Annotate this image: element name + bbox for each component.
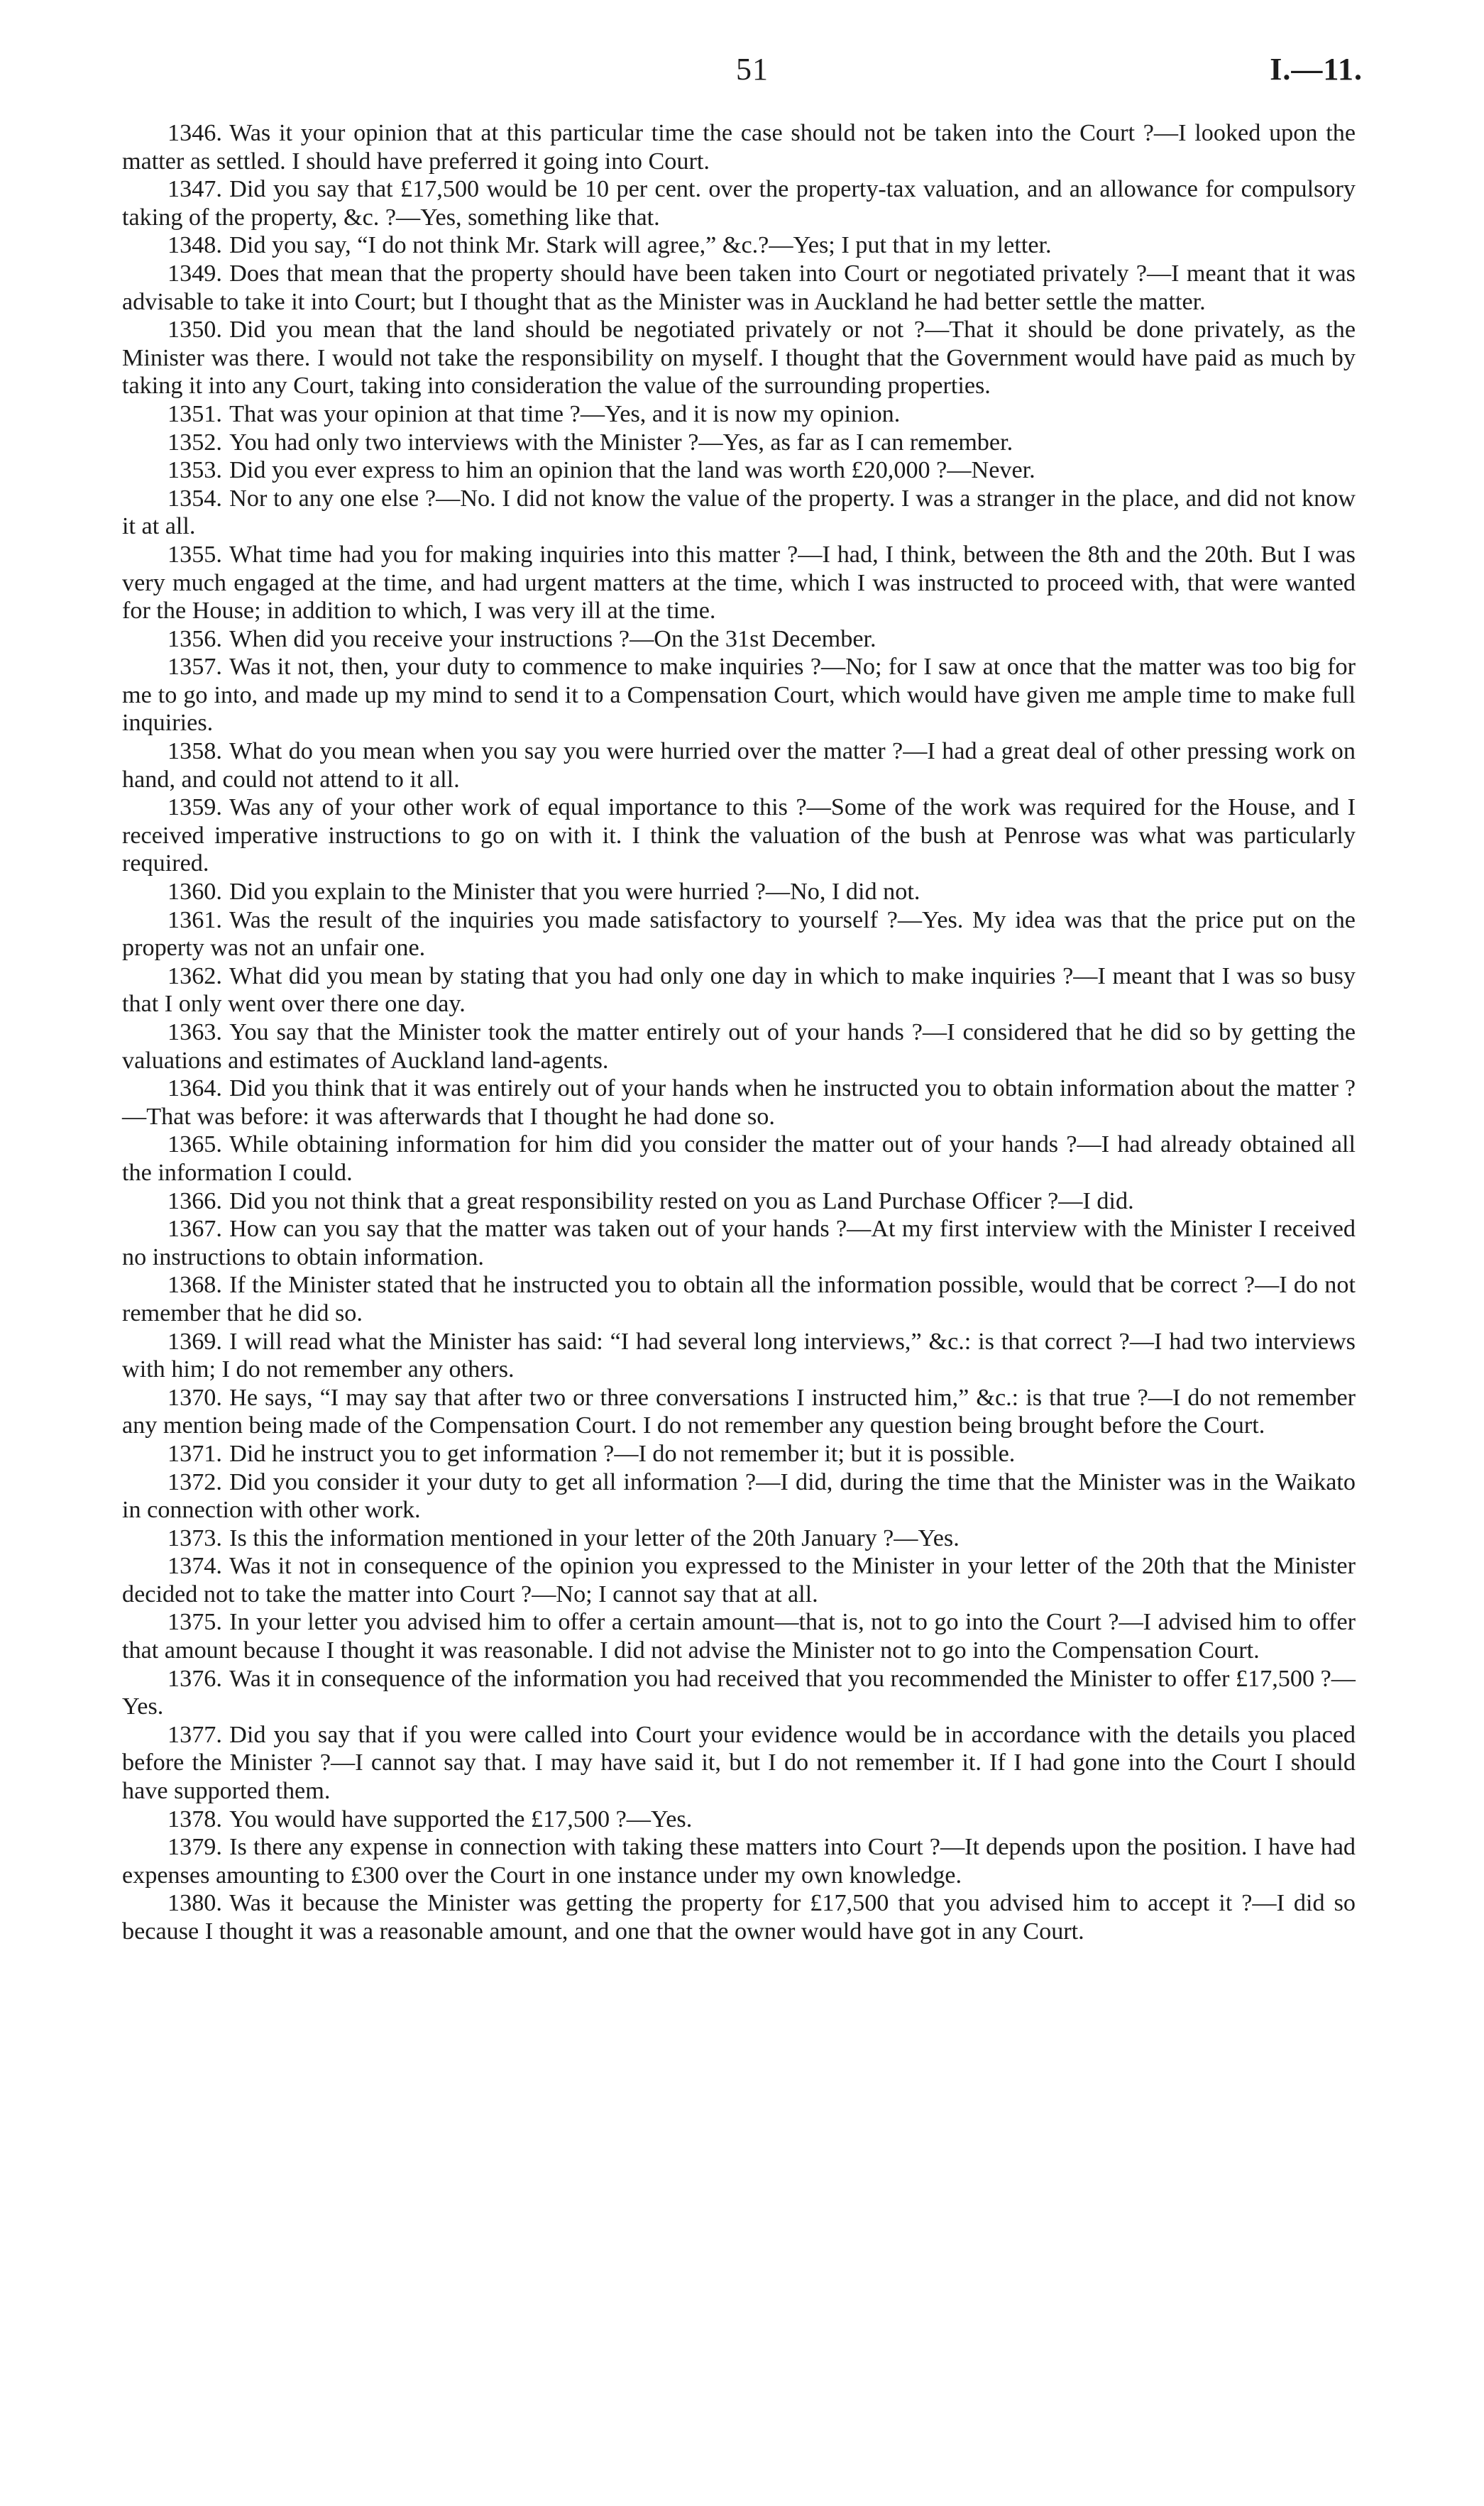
question-answer-paragraph: [122, 1552, 1356, 1608]
question-answer-text: What did you mean by stating that you had only one day in which to make inquiries ?—I meant that I was so busy that I only went over there one day.: [122, 962, 1356, 1018]
question-number: 1364.: [167, 1075, 222, 1102]
question-number: 1347.: [167, 176, 222, 203]
question-answer-paragraph: [122, 1075, 1356, 1131]
question-answer-paragraph: [122, 316, 1356, 400]
question-number: 1367.: [167, 1216, 222, 1243]
question-answer-paragraph: [122, 625, 1356, 654]
question-number: 1352.: [167, 429, 222, 456]
question-number: 1353.: [167, 457, 222, 484]
question-number: 1373.: [167, 1524, 222, 1551]
question-answer-text: You would have supported the £17,500 ?—Yes.: [229, 1806, 693, 1832]
question-answer-paragraph: [122, 1806, 1356, 1834]
question-answer-text: When did you receive your instructions ?—On the 31st December.: [229, 625, 876, 652]
question-answer-text: Did you say, “I do not think Mr. Stark will agree,” &c.?—Yes; I put that in my letter.: [229, 232, 1052, 259]
question-number: 1361.: [167, 906, 222, 933]
question-answer-paragraph: [122, 653, 1356, 737]
question-number: 1354.: [167, 485, 222, 512]
question-number: 1380.: [167, 1890, 222, 1917]
question-number: 1375.: [167, 1609, 222, 1636]
question-answer-paragraph: [122, 878, 1356, 906]
question-answer-paragraph: [122, 1721, 1356, 1806]
question-number: 1355.: [167, 541, 222, 568]
question-number: 1377.: [167, 1721, 222, 1748]
question-number: 1379.: [167, 1834, 222, 1861]
question-number: 1348.: [167, 232, 222, 259]
question-answer-text: In your letter you advised him to offer a certain amount—that is, not to go into the Court ?—I advised him to offer that amount because I thought it was reasonable. I did not advise the Minister not to go into the Compensation Court.: [122, 1609, 1356, 1664]
question-answer-paragraph: [122, 1018, 1356, 1075]
question-number: 1358.: [167, 738, 222, 765]
question-answer-text: Was it your opinion that at this particular time the case should not be taken into the Court ?—I looked upon the matter as settled. I should have preferred it going into Court.: [122, 120, 1356, 175]
question-answer-text: I will read what the Minister has said: “I had several long interviews,” &c.: is that correct ?—I had two interviews with him; I do not remember any others.: [122, 1328, 1356, 1383]
question-answer-text: He says, “I may say that after two or three conversations I instructed him,” &c.: is that true ?—I do not remember any mention being made of the Compensation Court. I do not remember any question being brought before the Court.: [122, 1384, 1356, 1439]
question-answer-paragraph: [122, 737, 1356, 793]
question-answer-paragraph: [122, 1131, 1356, 1187]
question-answer-text: Did you say that if you were called into Court your evidence would be in accordance with the details you placed before the Minister ?—I cannot say that. I may have said it, but I do not remember it. If I had gone into the Court I should have supported them.: [122, 1721, 1356, 1805]
question-answer-paragraph: [122, 456, 1356, 485]
question-answer-paragraph: [122, 1328, 1356, 1384]
question-answer-text: How can you say that the matter was taken out of your hands ?—At my first interview with the Minister I received no instructions to obtain information.: [122, 1216, 1356, 1270]
question-number: 1368.: [167, 1272, 222, 1299]
question-number: 1374.: [167, 1553, 222, 1580]
question-number: 1372.: [167, 1468, 222, 1495]
question-answer-paragraph: [122, 485, 1356, 541]
question-number: 1351.: [167, 400, 222, 427]
question-answer-paragraph: [122, 1665, 1356, 1721]
question-answer-paragraph: [122, 260, 1356, 316]
question-answer-text: You say that the Minister took the matter entirely out of your hands ?—I considered that he did so by getting the valuations and estimates of Auckland land-agents.: [122, 1019, 1356, 1074]
question-answer-paragraph: [122, 1608, 1356, 1664]
question-answer-paragraph: [122, 1468, 1356, 1524]
question-answer-text: Nor to any one else ?—No. I did not know the value of the property. I was a stranger in the place, and did not know it at all.: [122, 485, 1356, 540]
question-answer-text: Was the result of the inquiries you made satisfactory to yourself ?—Yes. My idea was that the price put on the property was not an unfair one.: [122, 906, 1356, 962]
question-number: 1376.: [167, 1665, 222, 1692]
question-answer-paragraph: [122, 1524, 1356, 1553]
question-answer-text: Was it because the Minister was getting the property for £17,500 that you advised him to accept it ?—I did so because I thought it was a reasonable amount, and one that the owner would have got in any Court.: [122, 1890, 1356, 1945]
question-answer-paragraph: [122, 400, 1356, 429]
question-answer-paragraph: [122, 1889, 1356, 1945]
question-answer-paragraph: [122, 962, 1356, 1018]
question-number: 1346.: [167, 120, 222, 146]
question-answer-text: Did you think that it was entirely out of your hands when he instructed you to obtain information about the matter ?—That was before: it was afterwards that I thought he had done so.: [122, 1075, 1356, 1130]
question-number: 1366.: [167, 1187, 222, 1214]
question-answer-paragraph: [122, 231, 1356, 260]
question-answer-paragraph: [122, 1215, 1356, 1271]
question-answer-text: That was your opinion at that time ?—Yes, and it is now my opinion.: [229, 400, 901, 427]
question-answer-text: You had only two interviews with the Minister ?—Yes, as far as I can remember.: [229, 429, 1013, 456]
question-answer-text: Was it not in consequence of the opinion you expressed to the Minister in your letter of the 20th that the Minister decided not to take the matter into Court ?—No; I cannot say that at all.: [122, 1553, 1356, 1608]
question-answer-text: Was it not, then, your duty to commence to make inquiries ?—No; for I saw at once that the matter was too big for me to go into, and made up my mind to send it to a Compensation Court, which would have given me ample time to make full inquiries.: [122, 654, 1356, 737]
question-number: 1360.: [167, 879, 222, 906]
question-answer-paragraph: [122, 1187, 1356, 1216]
question-number: 1378.: [167, 1806, 222, 1832]
question-answer-text: Did he instruct you to get information ?—I do not remember it; but it is possible.: [229, 1440, 1016, 1467]
question-number: 1362.: [167, 962, 222, 989]
question-answer-text: Did you mean that the land should be negotiated privately or not ?—That it should be done privately, as the Minister was there. I would not take the responsibility on myself. I thought that the Government would have paid as much by taking it into any Court, taking into consideration the value of the surrounding properties.: [122, 317, 1356, 400]
question-answer-text: Did you explain to the Minister that you were hurried ?—No, I did not.: [229, 879, 920, 906]
question-answer-paragraph: [122, 906, 1356, 962]
question-answer-text: While obtaining information for him did you consider the matter out of your hands ?—I had already obtained all the information I could.: [122, 1131, 1356, 1186]
question-answer-text: Was it in consequence of the information you had received that you recommended the Minister to offer £17,500 ?—Yes.: [122, 1665, 1356, 1720]
question-number: 1370.: [167, 1384, 222, 1411]
question-answer-paragraph: [122, 793, 1356, 878]
question-answer-text: Was any of your other work of equal importance to this ?—Some of the work was required for the House, and I received imperative instructions to go on with it. I think the valuation of the bush at Penrose was what was particularly required.: [122, 794, 1356, 877]
question-answer-paragraph: [122, 1440, 1356, 1468]
paper-reference: I.—11.: [1270, 52, 1363, 87]
question-answer-paragraph: [122, 429, 1356, 457]
question-number: 1350.: [167, 317, 222, 344]
question-answer-text: Did you consider it your duty to get all information ?—I did, during the time that the Minister was in the Waikato in connection with other work.: [122, 1468, 1356, 1524]
question-number: 1359.: [167, 794, 222, 821]
question-number: 1365.: [167, 1131, 222, 1158]
question-answer-text: Did you say that £17,500 would be 10 per cent. over the property-tax valuation, and an allowance for compulsory taking of the property, &c. ?—Yes, something like that.: [122, 176, 1356, 231]
question-number: 1349.: [167, 260, 222, 287]
question-number: 1369.: [167, 1328, 222, 1355]
question-answer-text: Does that mean that the property should have been taken into Court or negotiated privately ?—I meant that it was advisable to take it into Court; but I thought that as the Minister was in Auckland he had better settle the matter.: [122, 260, 1356, 315]
testimony-body: [122, 119, 1356, 1946]
question-answer-text: What time had you for making inquiries into this matter ?—I had, I think, between the 8th and the 20th. But I was very much engaged at the time, and had urgent matters at the time, which I was instructed to proceed with, that were wanted for the House; in addition to which, I was very ill at the time.: [122, 541, 1356, 625]
question-answer-paragraph: [122, 541, 1356, 625]
question-answer-text: Is this the information mentioned in your letter of the 20th January ?—Yes.: [229, 1524, 960, 1551]
question-answer-paragraph: [122, 119, 1356, 175]
question-answer-text: Did you not think that a great responsibility rested on you as Land Purchase Officer ?—I did.: [229, 1187, 1134, 1214]
question-answer-paragraph: [122, 1384, 1356, 1440]
question-number: 1356.: [167, 625, 222, 652]
question-answer-text: What do you mean when you say you were hurried over the matter ?—I had a great deal of other pressing work on hand, and could not attend to it all.: [122, 738, 1356, 793]
page-number: 51: [736, 52, 769, 87]
question-answer-paragraph: [122, 1833, 1356, 1889]
question-answer-paragraph: [122, 1271, 1356, 1327]
question-number: 1363.: [167, 1019, 222, 1045]
question-answer-text: Did you ever express to him an opinion that the land was worth £20,000 ?—Never.: [229, 457, 1035, 484]
question-answer-text: Is there any expense in connection with taking these matters into Court ?—It depends upon the position. I have had expenses amounting to £300 over the Court in one instance under my own knowledge.: [122, 1834, 1356, 1889]
question-answer-paragraph: [122, 175, 1356, 231]
question-number: 1371.: [167, 1440, 222, 1467]
question-answer-text: If the Minister stated that he instructed you to obtain all the information possible, would that be correct ?—I do not remember that he did so.: [122, 1272, 1356, 1326]
question-number: 1357.: [167, 654, 222, 681]
